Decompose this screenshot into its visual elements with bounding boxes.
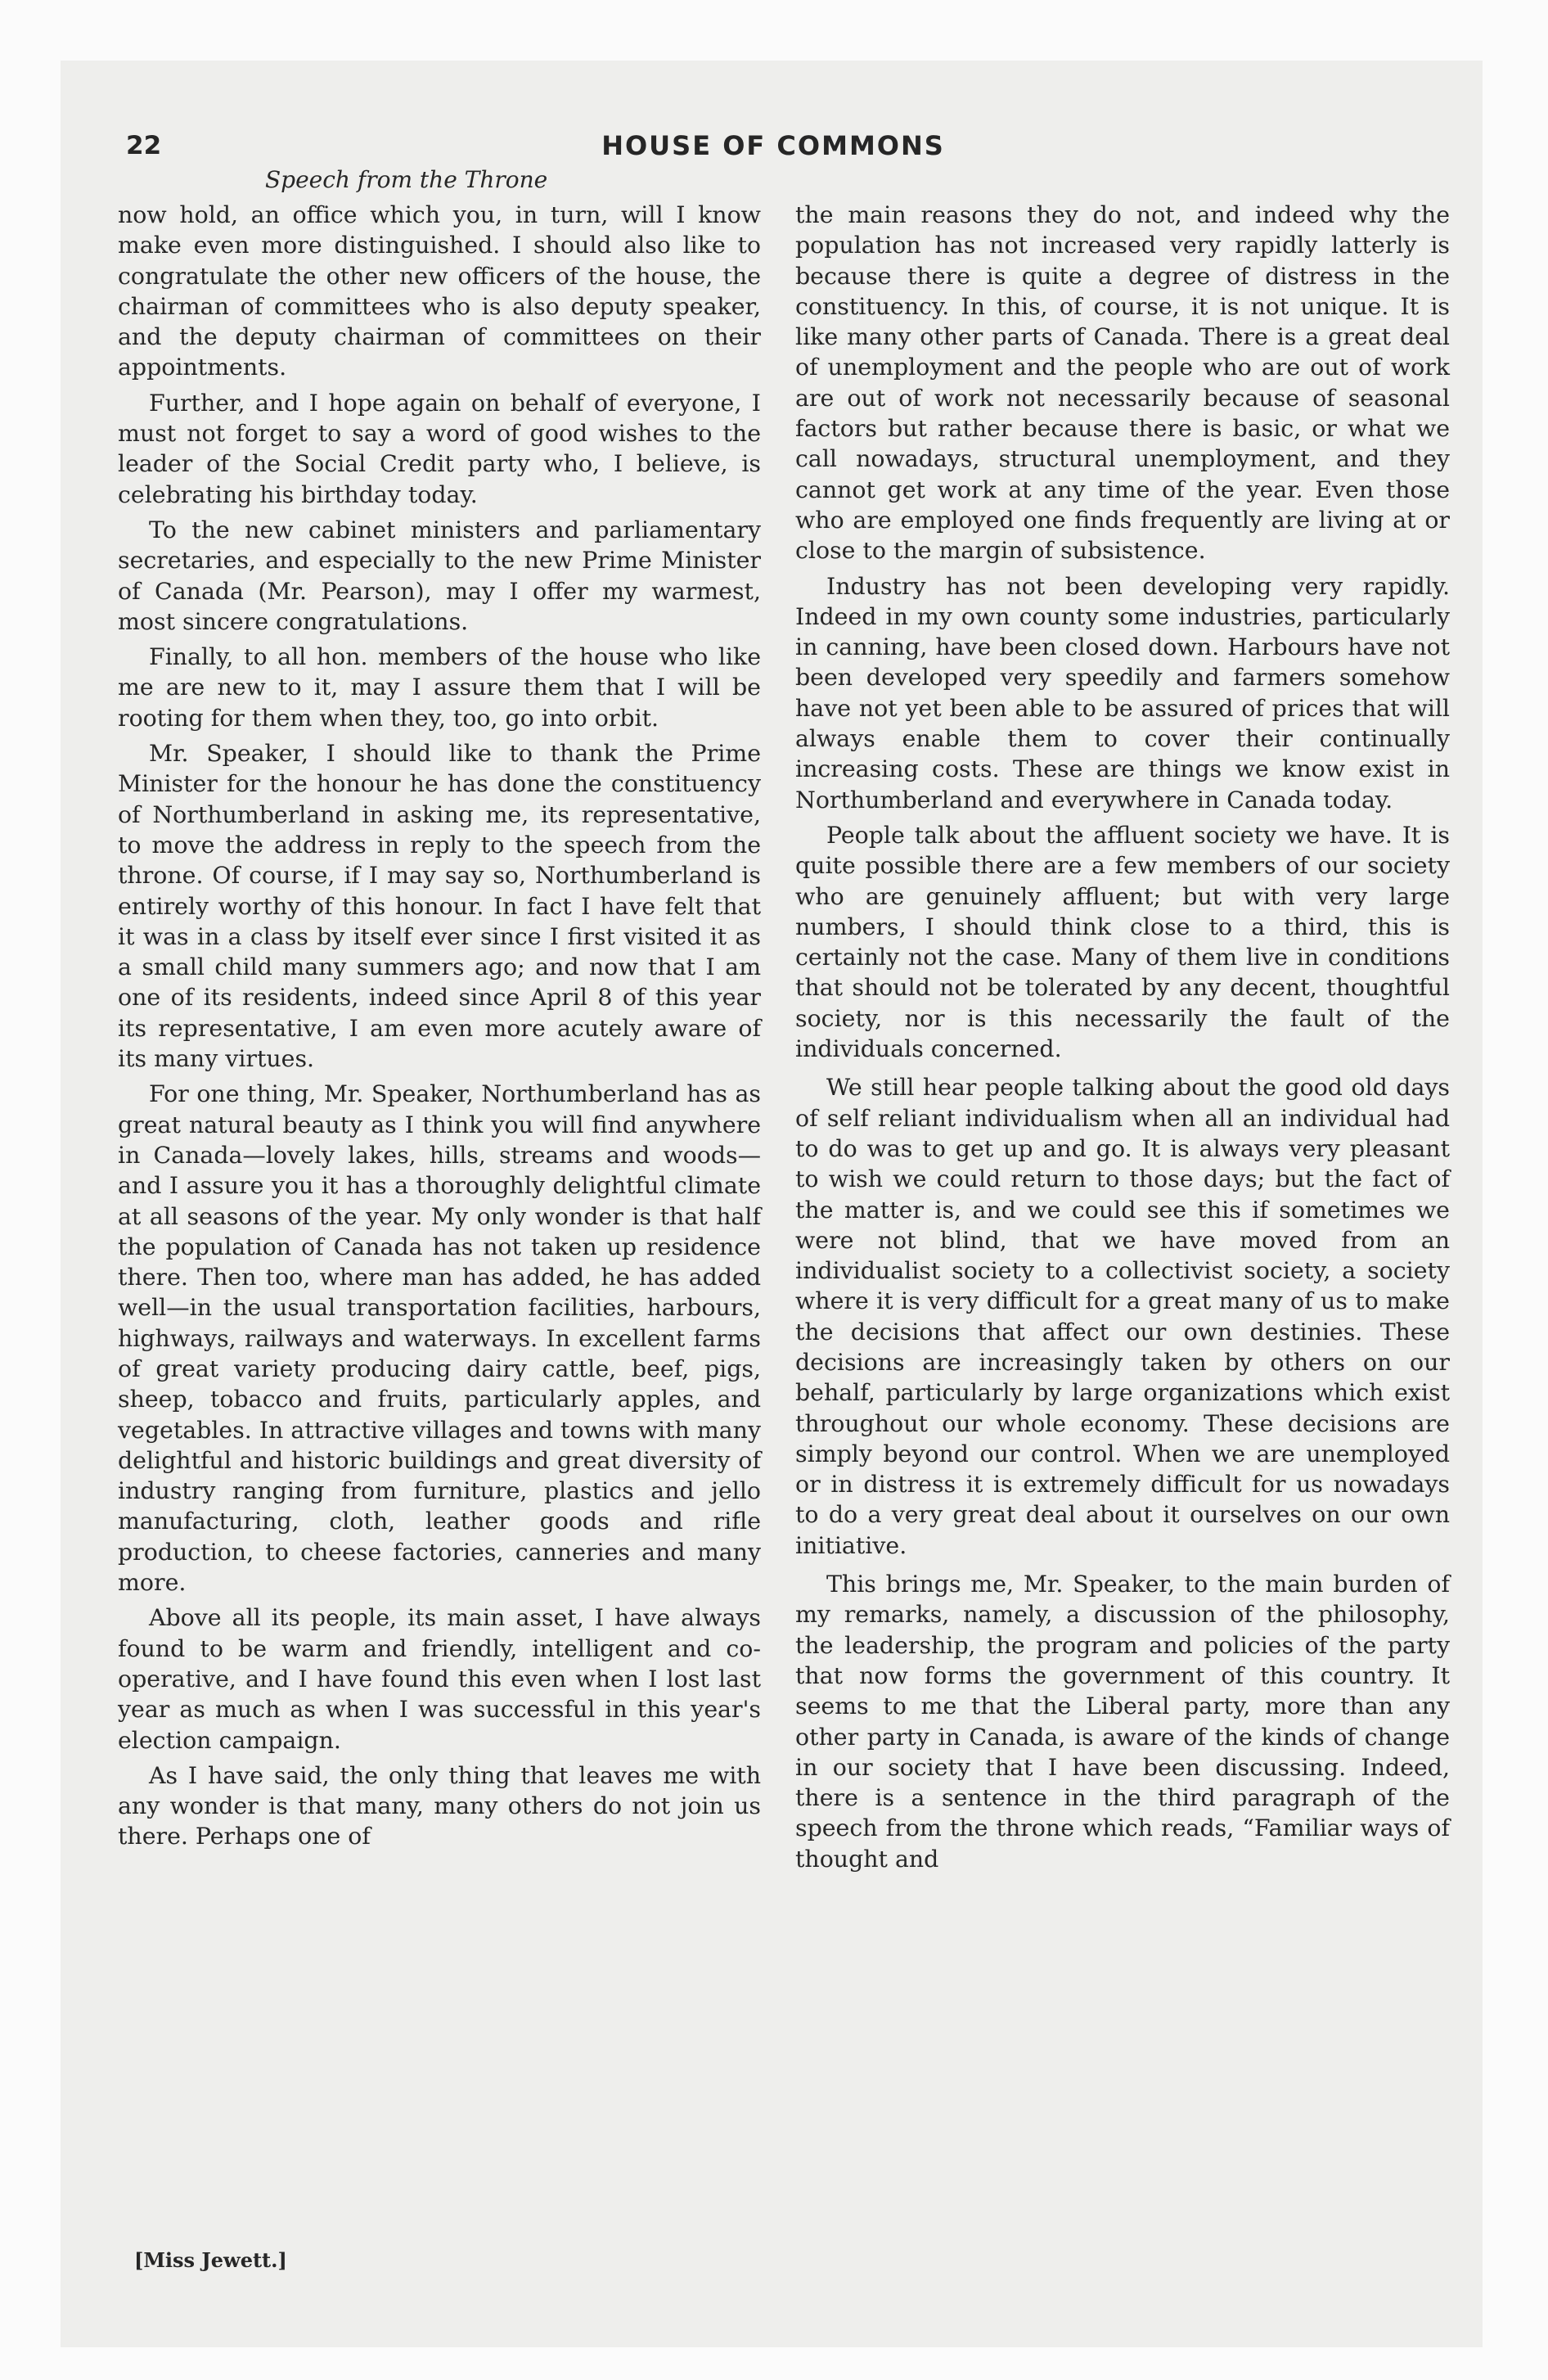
paragraph: now hold, an office which you, in turn, will I know make even more distinguished. I should also like to congratulate the other new officers of the house, the chairman of committees who is also deputy speaker, and the deputy chairman of committees on their appointments. [118,201,761,381]
page-number: 22 [126,131,162,160]
paragraph: To the new cabinet ministers and parliamentary secretaries, and especially to the new Prime Minister of Canada (Mr. Pearson), may I offer my warmest, most sincere congratulations. [118,516,761,635]
paragraph: People talk about the affluent society we have. It is quite possible there are a few members of our society who are genuinely affluent; but with very large numbers, I should think close to a third, this is certainly not the case. Many of them live in conditions that should not be tolerated by any decent, thoughtful society, nor is this necessarily the fault of the individuals concerned. [795,821,1450,1063]
paragraph: Finally, to all hon. members of the house who like me are new to it, may I assure them that I will be rooting for them when they, too, go into orbit. [118,643,761,732]
left-column [118,200,761,1852]
paragraph: We still hear people talking about the good old days of self reliant individualism when all an individual had to do was to get up and go. It is always very pleasant to wish we could return to those days; but the fact of the matter is, and we could see this if sometimes we were not blind, that we have moved from an individualist society to a collectivist society, a society where it is very difficult for a great many of us to make the decisions that affect our own destinies. These decisions are increasingly taken by others on our behalf, particularly by large organizations which exist throughout our whole economy. These decisions are simply beyond our control. When we are unemployed or in distress it is extremely difficult for us nowadays to do a very great deal about it ourselves on our own initiative. [795,1074,1450,1559]
right-column [795,200,1450,1874]
journal-title: HOUSE OF COMMONS [601,130,945,161]
paragraph: Above all its people, its main asset, I have always found to be warm and friendly, intelligent and co-operative, and I have found this even when I lost last year as much as when I was successful in this year's election campaign. [118,1604,761,1754]
paragraph: Mr. Speaker, I should like to thank the Prime Minister for the honour he has done the constituency of Northumberland in asking me, its representative, to move the address in reply to the speech from the throne. Of course, if I may say so, Northumberland is entirely worthy of this honour. In fact I have felt that it was in a class by itself ever since I first visited it as a small child many summers ago; and now that I am one of its residents, indeed since April 8 of this year its representative, I am even more acutely aware of its many virtues. [118,740,761,1073]
page [61,61,1483,2347]
running-head: Speech from the Throne [265,166,548,193]
paragraph: the main reasons they do not, and indeed why the population has not increased very rapidly latterly is because there is quite a degree of distress in the constituency. In this, of course, it is not unique. It is like many other parts of Canada. There is a great deal of unemployment and the people who are out of work are out of work not necessarily because of seasonal factors but rather because there is basic, or what we call nowadays, structural unemployment, and they cannot get work at any time of the year. Even those who are employed one finds frequently are living at or close to the margin of subsistence. [795,201,1450,565]
paragraph: Further, and I hope again on behalf of everyone, I must not forget to say a word of good wishes to the leader of the Social Credit party who, I believe, is celebrating his birthday today. [118,389,761,508]
paragraph: This brings me, Mr. Speaker, to the main burden of my remarks, namely, a discussion of the philosophy, the leadership, the program and policies of the party that now forms the government of this country. It seems to me that the Liberal party, more than any other party in Canada, is aware of the kinds of change in our society that I have been discussing. Indeed, there is a sentence in the third paragraph of the speech from the throne which reads, “Familiar ways of thought and [795,1571,1450,1873]
paragraph: For one thing, Mr. Speaker, Northumberland has as great natural beauty as I think you will find anywhere in Canada—lovely lakes, hills, streams and woods—and I assure you it has a thoroughly delightful climate at all seasons of the year. My only wonder is that half the population of Canada has not taken up residence there. Then too, where man has added, he has added well—in the usual transportation facilities, harbours, highways, railways and waterways. In excellent farms of great variety producing dairy cattle, beef, pigs, sheep, tobacco and fruits, particularly apples, and vegetables. In attractive villages and towns with many delightful and historic buildings and great diversity of industry ranging from furniture, plastics and jello manufacturing, cloth, leather goods and rifle production, to cheese factories, canneries and many more. [118,1080,761,1597]
speaker-tag: [Miss Jewett.] [134,2248,287,2272]
paragraph: As I have said, the only thing that leaves me with any wonder is that many, many others do not join us there. Perhaps one of [118,1761,761,1850]
paragraph: Industry has not been developing very rapidly. Indeed in my own county some industries, particularly in canning, have been closed down. Harbours have not been developed very speedily and farmers somehow have not yet been able to be assured of prices that will always enable them to cover their continually increasing costs. These are things we know exist in Northumberland and everywhere in Canada today. [795,572,1450,814]
